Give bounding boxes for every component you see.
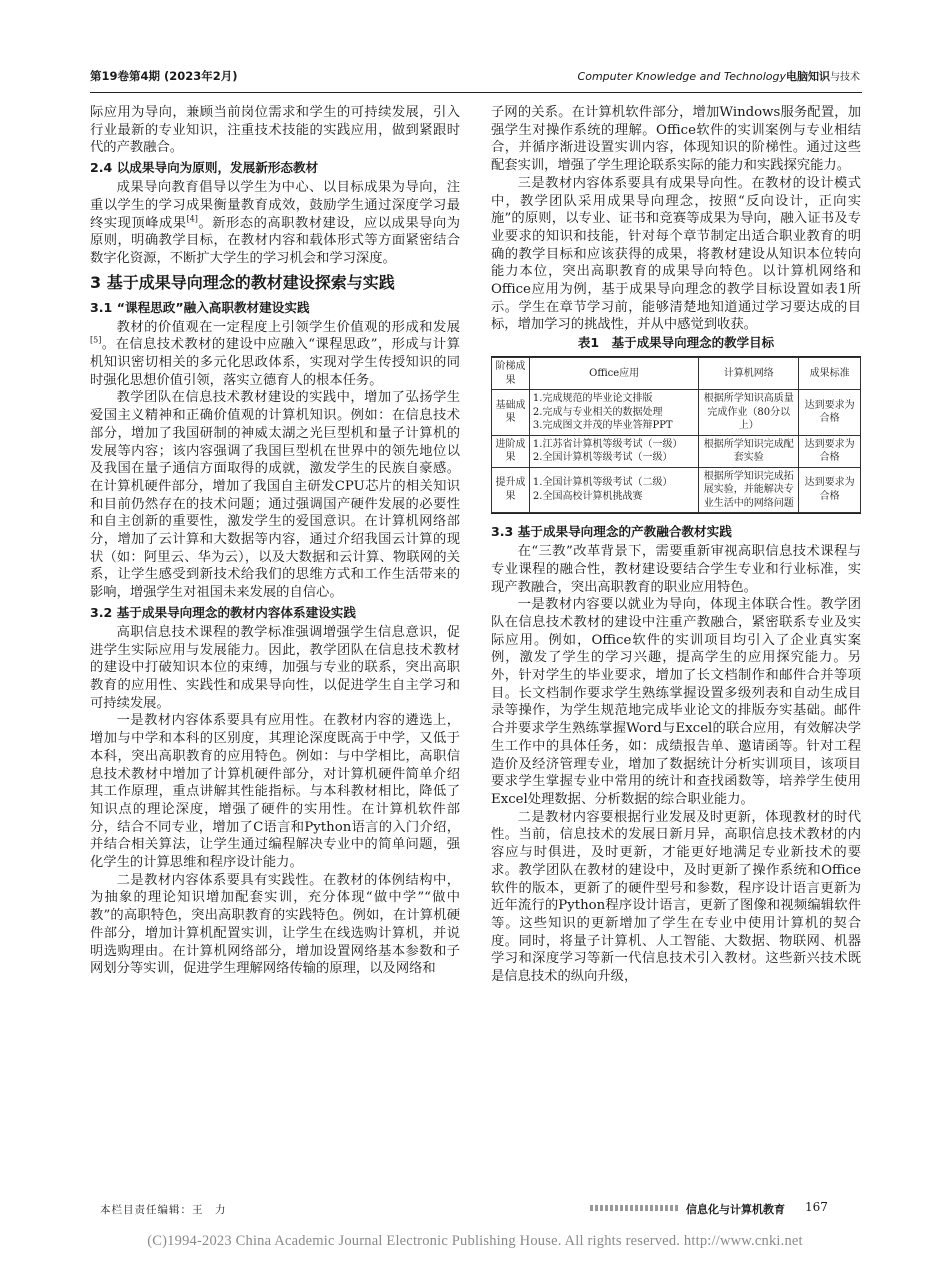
paragraph-3-1b: 教学团队在信息技术教材建设的实践中，增加了弘扬学生爱国主义精神和正确价值观的计算机知识。例如：在信息技术部分，增加了我国研制的神威太湖之光巨型机和量子计算机的发展等内容；该内容强调了我国巨型机在世界中的领先地位以及我国在量子通信方面取得的成就，激发学生的民族自豪感。在计算机硬件部分，增加了我国自主研发CPU芯片的相关知识和目前仍然存在的技术问题；通过强调国产硬件发展的必要性和自主创新的重要性，激发学生的爱国意识。在计算机网络部分，增加了云计算和大数据等内容，通过介绍我国云计算的现状（如：阿里云、华为云），以及大数据和云计算、物联网的关系，让学生感受到新技术给我们的思维方式和工作生活带来的影响，增强学生对祖国未来发展的自信心。 (90, 390, 460, 601)
teaching-goals-table (491, 357, 861, 513)
office-item: 2.全国计算机等级考试（一级） (532, 452, 673, 464)
table-row (492, 435, 861, 467)
heading-2-4: 2.4 以成果导向为原则，发展新形态教材 (90, 160, 319, 176)
stage-cell: 基础成果 (492, 390, 530, 436)
footer-section-name: 信息化与计算机教育 (686, 1203, 785, 1216)
issue-info: 第19卷第4期 (2023年2月) (90, 69, 238, 83)
standard-cell: 达到要求为合格 (799, 435, 861, 467)
stage-cell: 进阶成果 (492, 435, 530, 467)
office-item: 1.完成规范的毕业论文排版 (532, 393, 653, 405)
journal-title-en: Computer Knowledge and Technology (577, 70, 786, 83)
heading-section-3: 3 基于成果导向理念的教材建设探索与实践 (90, 272, 395, 292)
journal-title-cn: 电脑知识 (786, 70, 830, 83)
office-item: 1.全国计算机等级考试（二级） (532, 477, 673, 489)
left-column (90, 104, 460, 978)
journal-title-suffix: 与技术 (830, 72, 860, 83)
table-header-cell: Office应用 (529, 358, 699, 390)
paragraph-3-1a-part1: 教材的价值观在一定程度上引领学生价值观的形成和发展 (116, 319, 460, 335)
paragraph-3-3a: 在“三教”改革背景下，需要重新审视高职信息技术课程与专业课程的融合性，教材建设要结合学生专业和行业标准，实现产教融合，突出高职教育的职业应用特色。 (491, 544, 861, 595)
standard-cell: 达到要求为合格 (799, 390, 861, 436)
copyright-watermark: (C)1994-2023 China Academic Journal Electronic Publishing House. All rights reserved. http://www.cnki.net (147, 1233, 803, 1249)
citation-4: [4] (186, 214, 198, 224)
table-caption: 表1 基于成果导向理念的教学目标 (577, 335, 775, 351)
paragraph-3-2a: 高职信息技术课程的教学标准强调增强学生信息意识，促进学生实际应用与发展能力。因此，教学团队在信息技术教材的建设中打破知识本位的束缚，加强与专业的联系，突出高职教育的应用性、实践性和成果导向性，以促进学生自主学习和可持续发展。 (90, 624, 460, 711)
paragraph-3-2b: 一是教材内容体系要具有应用性。在教材内容的遴选上，增加与中学和本科的区别度，其理论深度既高于中学，又低于本科，突出高职教育的应用特色。例如：与中学相比，高职信息技术教材中增加了计算机硬件部分，对计算机硬件简单介绍其工作原理，重点讲解其性能指标。与本科教材相比，降低了知识点的理论深度，增强了硬件的实用性。在计算机软件部分，结合不同专业，增加了C语言和Python语言的入门介绍，并结合相关算法，让学生通过编程解决专业中的简单问题，强化学生的计算思维和程序设计能力。 (90, 713, 460, 871)
heading-3-2: 3.2 基于成果导向理念的教材内容体系建设实践 (90, 604, 356, 620)
right-column (491, 104, 861, 986)
running-header (90, 66, 860, 86)
office-cell (529, 390, 699, 436)
table-header-cell: 阶梯成果 (492, 358, 530, 390)
table-frame (491, 356, 861, 514)
stage-cell: 提升成果 (492, 467, 530, 513)
office-item: 2.完成与专业相关的数据处理 (532, 406, 663, 418)
office-item: 3.完成图文并茂的毕业答辩PPT (532, 420, 673, 432)
office-item: 1.江苏省计算机等级考试（一级） (532, 438, 683, 450)
heading-3-1: 3.1 “课程思政”融入高职教材建设实践 (90, 299, 310, 315)
paragraph-3-3c: 二是教材内容要根据行业发展及时更新，体现教材的时代性。当前，信息技术的发展日新月异，高职信息技术教材的内容应与时俱进，及时更新，才能更好地满足专业新技术的要求。教学团队在教材的建设中，及时更新了操作系统和Office软件的版本，更新了的硬件型号和参数，程序设计语言更新为近年流行的Python程序设计语言，更新了图像和视频编辑软件等。这些知识的更新增加了学生在专业中使用计算机的契合度。同时，将量子计算机、人工智能、大数据、物联网、机器学习和深度学习等新一代信息技术引入教材。这些新兴技术既是信息技术的纵向升级， (491, 809, 861, 985)
page-number: 167 (805, 1200, 828, 1214)
editor-credit: 本栏目责任编辑：王 力 (100, 1204, 227, 1216)
office-cell (529, 435, 699, 467)
journal-title (578, 68, 860, 84)
table-header-cell: 计算机网络 (699, 358, 799, 390)
network-cell: 根据所学知识高质量完成作业（80分以上） (699, 390, 799, 436)
paragraph-2-4-part1: 成果导向教育倡导以学生为中心、以目标成果为导向，注重以学生的学习成果衡量教育成效，鼓励学生通过深度学习最终实现顶峰成果 (90, 180, 460, 231)
office-cell (529, 467, 699, 513)
citation-5: [5] (90, 335, 102, 345)
table-row (492, 467, 861, 513)
standard-cell: 达到要求为合格 (799, 467, 861, 513)
paragraph-outcome-oriented: 三是教材内容体系要具有成果导向性。在教材的设计模式中，教学团队采用成果导向理念，按照“反向设计，正向实施”的原则，以专业、证书和竞赛等成果为导向，融入证书及专业要求的知识和技能，针对每个章节制定出适合职业教育的明确的教学目标和应该获得的成果，将教材建设从知识本位转向能力本位，突出高职教育的成果导向特色。以计算机网络和Office应用为例，基于成果导向理念的教学目标设置如表1所示。学生在章节学习前，能够清楚地知道通过学习要达成的目标，增加学习的挑战性，并从中感觉到收获。 (491, 175, 861, 333)
table-header-row (492, 358, 861, 390)
paragraph-2-4-part2: 。新形态的高职教材建设，应以成果导向为原则，明确教学目标，在教材内容和载体形式等方面紧密结合数字化资源，不断扩大学生的学习机会和学习深度。 (90, 215, 461, 266)
paragraph-3-1a-part2: 。在信息技术教材的建设中应融入“课程思政”，形成与计算机知识密切相关的多元化思政体系，实现对学生传授知识的同时强化思想价值引领，落实立德育人的根本任务。 (90, 337, 460, 388)
table-header-cell: 成果标准 (799, 358, 861, 390)
heading-3-3: 3.3 基于成果导向理念的产教融合教材实践 (491, 524, 732, 540)
paragraph-3-3b: 一是教材内容要以就业为导向，体现主体联合性。教学团队在信息技术教材的建设中注重产教融合，紧密联系专业及实际应用。例如，Office软件的实训项目均引入了企业真实案例，激发了学生的学习兴趣，提高学生的应用探究能力。另外，针对学生的毕业要求，增加了长文档制作和邮件合并等项目。长文档制作要求学生熟练掌握设置多级列表和自动生成目录等操作，为学生规范地完成毕业论文的排版夯实基础。邮件合并要求学生熟练掌握Word与Excel的联合应用，有效解决学生工作中的具体任务，如：成绩报告单、邀请函等。针对工程造价及经济管理专业，增加了数据统计分析实训项目，该项目要求学生掌握专业中常用的统计和查找函数等，培养学生使用Excel处理数据、分析数据的综合职业能力。 (491, 597, 861, 807)
office-item: 2.全国高校计算机挑战赛 (532, 490, 643, 502)
paragraph-3-1a (90, 319, 460, 390)
network-cell: 根据所学知识完成配套实验 (699, 435, 799, 467)
footer-dots-decoration (590, 1205, 680, 1211)
page-footer (90, 1200, 860, 1220)
paragraph-3-2c: 二是教材内容体系要具有实践性。在教材的体例结构中，为抽象的理论知识增加配套实训，充分体现“做中学”“做中教”的高职特色，突出高职教育的实践特色。例如，在计算机硬件部分，增加计算机配置实训，让学生在线选购计算机，并说明选购理由。在计算机网络部分，增加设置网络基本参数和子网划分等实训，促进学生理解网络传输的原理，以及网络和 (90, 872, 460, 977)
table-row (492, 390, 861, 436)
paragraph-continued: 际应用为导向，兼顾当前岗位需求和学生的可持续发展，引入行业最新的专业知识，注重技术技能的实践应用，做到紧跟时代的产教融合。 (90, 105, 460, 156)
header-rule (90, 92, 862, 93)
paragraph-2-4 (90, 179, 460, 268)
paragraph-continued-right: 子网的关系。在计算机软件部分，增加Windows服务配置，加强学生对操作系统的理解。Office软件的实训案例与专业相结合，并循序渐进设置实训内容，体现知识的阶梯性。通过这些配套实训，增强了学生理论联系实际的能力和实践探究能力。 (491, 105, 861, 174)
network-cell: 根据所学知识完成拓展实验，并能解决专业生活中的网络问题 (699, 467, 799, 513)
